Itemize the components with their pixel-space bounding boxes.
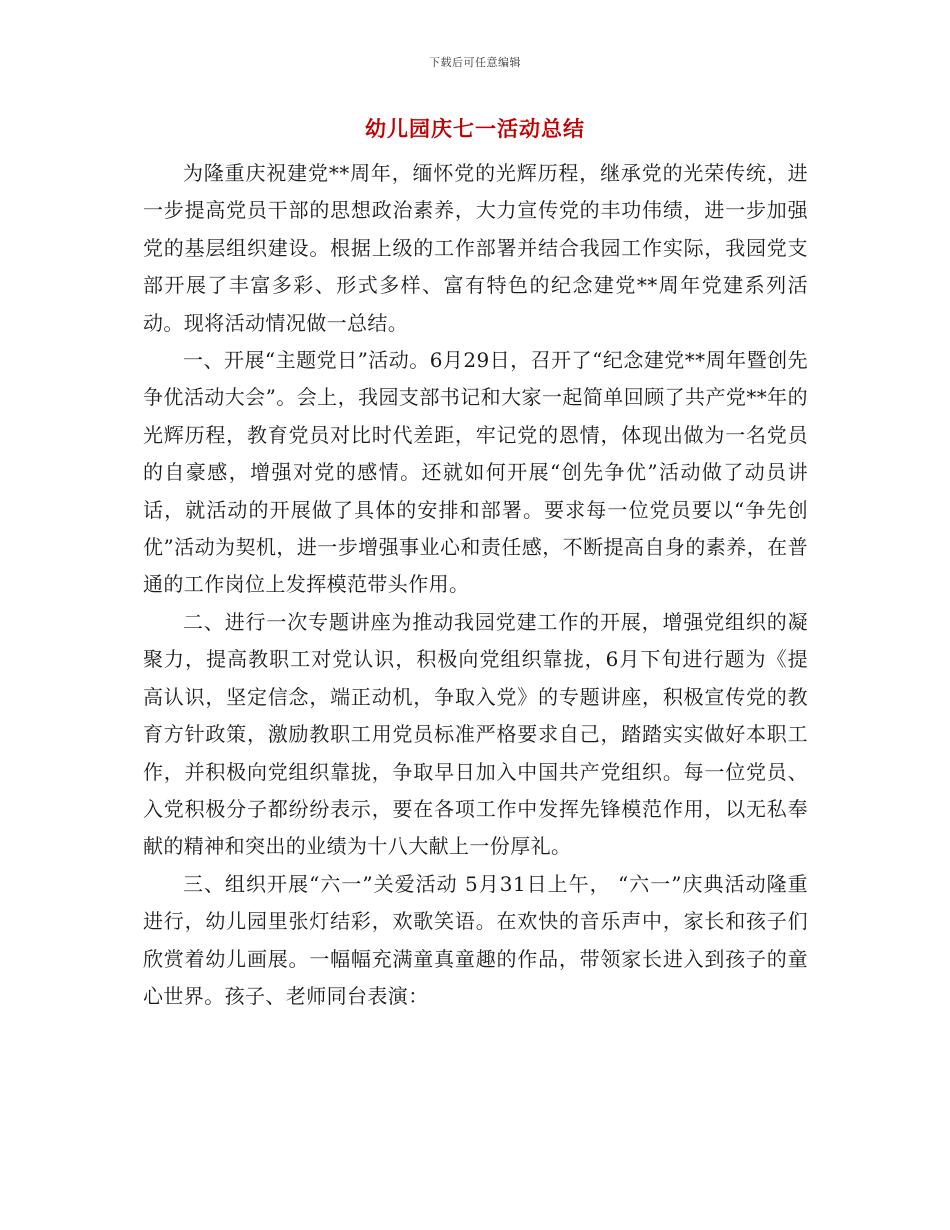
document-title: 幼儿园庆七一活动总结 [365,116,585,141]
paragraph-section-2: 二、进行一次专题讲座为推动我园党建工作的开展，增强党组织的凝聚力，提高教职工对党认识，积极向党组织靠拢，6月下旬进行题为《提高认识，坚定信念，端正动机，争取入党》的专题讲座，积极宣传党的教育方针政策，激励教职工用党员标准严格要求自己，踏踏实实做好本职工作，并积极向党组织靠拢，争取早日加入中国共产党组织。每一位党员、入党积极分子都纷纷表示，要在各项工作中发挥先锋模范作用，以无私奉献的精神和突出的业绩为十八大献上一份厚礼。 [143,609,808,859]
document-body [143,155,808,1015]
paragraph-section-1: 一、开展“主题党日”活动。6月29日，召开了“纪念建党**周年暨创先争优活动大会”。会上，我园支部书记和大家一起简单回顾了共产党**年的光辉历程，教育党员对比时代差距，牢记党的恩情，体现出做为一名党员的自豪感，增强对党的感情。还就如何开展“创先争优”活动做了动员讲话，就活动的开展做了具体的安排和部署。要求每一位党员要以“争先创优”活动为契机，进一步增强事业心和责任感，不断提高自身的素养，在普通的工作岗位上发挥模范带头作用。 [143,348,808,597]
paragraph-intro: 为隆重庆祝建党**周年，缅怀党的光辉历程，继承党的光荣传统，进一步提高党员干部的思想政治素养，大力宣传党的丰功伟绩，进一步加强党的基层组织建设。根据上级的工作部署并结合我园工作实际，我园党支部开展了丰富多彩、形式多样、富有特色的纪念建党**周年党建系列活动。现将活动情况做一总结。 [143,161,808,335]
header-note: 下载后可任意编辑 [429,56,521,69]
paragraph-section-3: 三、组织开展“六一”关爱活动 5月31日上午， “六一”庆典活动隆重进行，幼儿园里张灯结彩，欢歌笑语。在欢快的音乐声中，家长和孩子们欣赏着幼儿画展。一幅幅充满童真童趣的作品，带领家长进入到孩子的童心世界。孩子、老师同台表演： [143,871,808,1008]
